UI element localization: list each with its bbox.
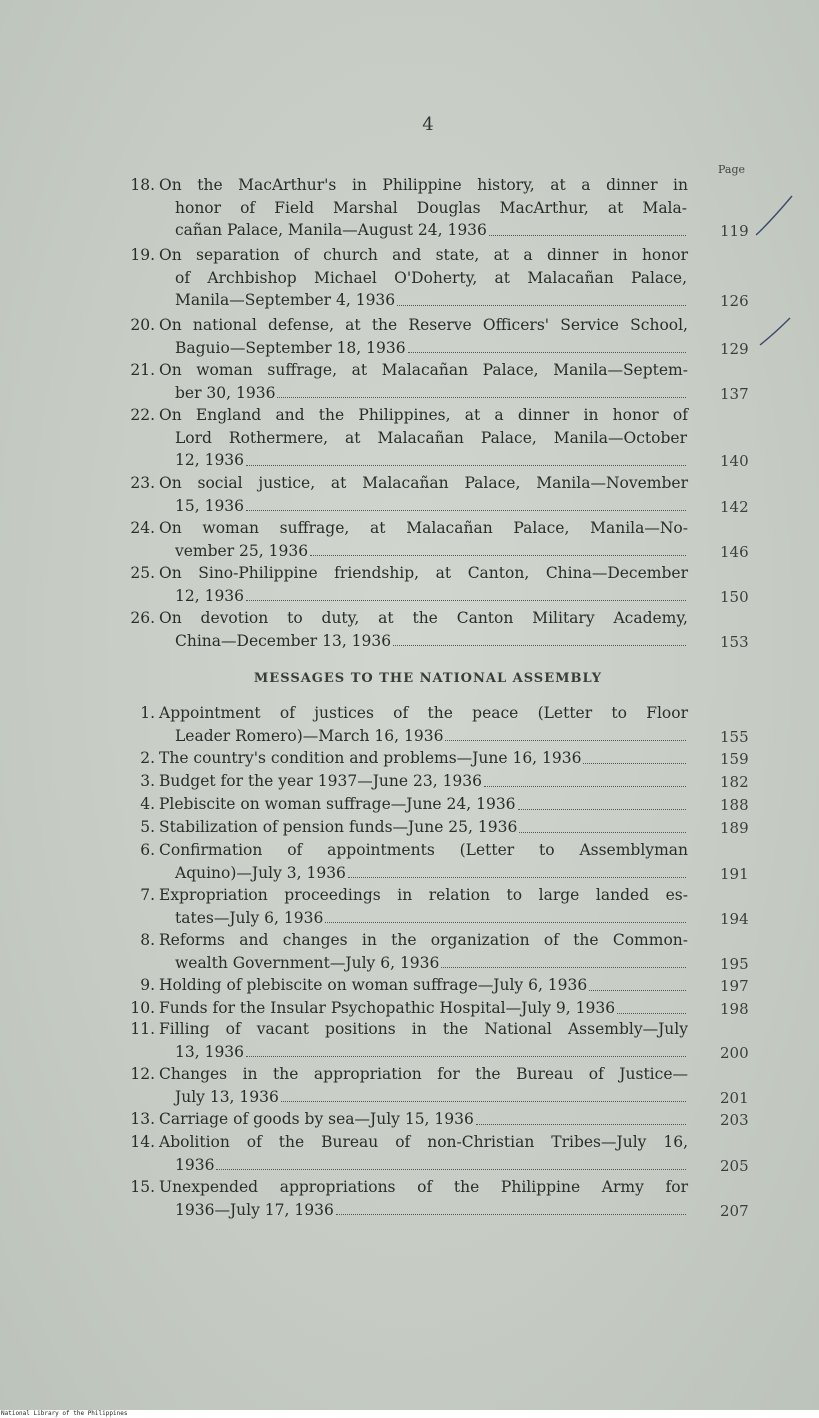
toc-entry-text: China—December 13, 1936 (175, 631, 392, 650)
toc-entry-text: On Sino-Philippine friendship, at Canton, China—December (159, 564, 688, 582)
toc-entry-line (118, 1108, 688, 1131)
dotted-leader (348, 877, 686, 878)
toc-entry-number: 4. (140, 795, 155, 813)
page-number: 4 (422, 114, 434, 135)
toc-entry (118, 1176, 688, 1221)
dotted-leader (246, 600, 686, 601)
toc-entry (118, 1131, 688, 1176)
dotted-leader (518, 809, 686, 810)
toc-entry-number: 15. (130, 1178, 155, 1196)
toc-entry-number: 22. (130, 406, 155, 424)
toc-entry-text: Expropriation proceedings in relation to large landed es- (159, 886, 688, 904)
toc-entry (118, 839, 688, 884)
toc-entry-number: 20. (130, 316, 155, 334)
toc-entry-text: On national defense, at the Reserve Officers' Service School, (159, 316, 688, 334)
toc-entry-number: 1. (140, 704, 155, 722)
toc-entry-line (118, 839, 688, 862)
toc-entry-text: wealth Government—July 6, 1936 (175, 953, 440, 972)
toc-entry-line (175, 427, 687, 450)
toc-entry-text: 12, 1936 (175, 451, 245, 469)
toc-entry-number: 8. (140, 931, 155, 949)
toc-page-number: 126 (720, 292, 749, 310)
dotted-leader (617, 1013, 686, 1014)
toc-entry (118, 472, 688, 517)
dotted-leader (441, 967, 686, 968)
toc-entry-text: On separation of church and state, at a dinner in honor (159, 246, 688, 264)
dotted-leader (277, 397, 686, 398)
toc-page-number: 198 (720, 1000, 749, 1018)
toc-entry (118, 929, 688, 974)
toc-entry-text: On England and the Philippines, at a dinner in honor of (159, 406, 688, 424)
toc-entry-text: Lord Rothermere, at Malacañan Palace, Manila—October (175, 428, 687, 447)
toc-page-number: 119 (720, 222, 749, 240)
toc-entry-text: Plebiscite on woman suffrage—June 24, 1936 (159, 795, 516, 813)
toc-entry-text: On the MacArthur's in Philippine history, at a dinner in (159, 176, 688, 194)
dotted-leader (310, 555, 686, 556)
toc-entry (118, 174, 688, 242)
toc-page-number: 191 (720, 864, 749, 883)
toc-entry-line (118, 974, 688, 997)
toc-entry-text: 15, 1936 (175, 496, 245, 515)
toc-page-number: 195 (720, 954, 749, 973)
toc-entry-line (175, 1199, 687, 1222)
toc-entry-text: ber 30, 1936 (175, 383, 276, 402)
toc-entry-text: 13, 1936 (175, 1042, 245, 1061)
toc-entry-line (118, 702, 688, 725)
toc-entry-text: Manila—September 4, 1936 (175, 291, 396, 309)
toc-entry-number: 10. (130, 999, 155, 1017)
toc-entry (118, 607, 688, 652)
dotted-leader (246, 465, 686, 466)
toc-entry-text: On devotion to duty, at the Canton Military Academy, (159, 609, 688, 627)
toc-page-number: 153 (720, 632, 749, 651)
toc-entry-line (118, 1176, 688, 1199)
toc-entry-line (175, 540, 687, 563)
toc-entry-text: Carriage of goods by sea—July 15, 1936 (159, 1110, 474, 1128)
toc-entry-line (175, 1086, 687, 1109)
dotted-leader (476, 1124, 686, 1125)
toc-page-number: 194 (720, 909, 749, 928)
toc-entry-text: On social justice, at Malacañan Palace, Manila—November (159, 474, 688, 492)
toc-page-number: 129 (720, 339, 749, 358)
toc-entry-number: 19. (130, 246, 155, 264)
toc-page-number: 197 (720, 977, 749, 995)
toc-entry-line (175, 449, 687, 472)
toc-entry (118, 793, 688, 816)
toc-entry-line (175, 952, 687, 975)
toc-entry-line (118, 770, 688, 793)
toc-entry (118, 562, 688, 607)
toc-entry-text: Changes in the appropriation for the Bureau of Justice— (159, 1065, 688, 1083)
toc-entry-line (118, 884, 688, 907)
dotted-leader (336, 1214, 686, 1215)
toc-entry-line (175, 1041, 687, 1064)
toc-entry-text: 1936 (175, 1155, 215, 1174)
page-column-label: Page (718, 163, 746, 176)
toc-page-number: 137 (720, 384, 749, 403)
toc-page-number: 142 (720, 497, 749, 516)
toc-entry (118, 517, 688, 562)
toc-entry (118, 359, 688, 404)
dotted-leader (393, 645, 686, 646)
toc-entry-text: Holding of plebiscite on woman suffrage—July 6, 1936 (159, 976, 588, 994)
footer-credit: National Library of the Philippines (1, 1410, 128, 1417)
toc-page-number: 189 (720, 819, 749, 837)
toc-entry-text: Leader Romero)—March 16, 1936 (175, 726, 444, 745)
toc-entry-number: 13. (130, 1110, 155, 1128)
toc-entry (118, 244, 688, 312)
toc-entry-line (118, 1063, 688, 1086)
toc-entry-text: tates—July 6, 1936 (175, 908, 324, 927)
toc-entry-line (118, 244, 688, 267)
toc-entry-number: 24. (130, 519, 155, 537)
toc-page-number: 150 (720, 587, 749, 606)
dotted-leader (589, 990, 686, 991)
toc-entry-line (175, 1154, 687, 1177)
toc-entry-text: 1936—July 17, 1936 (175, 1200, 334, 1219)
toc-entry-line (118, 314, 688, 337)
section-heading: MESSAGES TO THE NATIONAL ASSEMBLY (253, 671, 603, 686)
toc-entry-text: Baguio—September 18, 1936 (175, 338, 406, 357)
toc-entry-line (118, 404, 688, 427)
toc-entry (118, 404, 688, 472)
dotted-leader (397, 305, 686, 306)
toc-page-number: 155 (720, 727, 749, 746)
toc-page-number: 203 (720, 1111, 749, 1129)
toc-entry-text: 12, 1936 (175, 586, 245, 605)
toc-entry-number: 21. (130, 361, 155, 379)
toc-entry-line (175, 219, 687, 242)
toc-entry (118, 884, 688, 929)
toc-entry-text: Abolition of the Bureau of non-Christian Tribes—July 16, (159, 1133, 688, 1151)
toc-page-number: 207 (720, 1201, 749, 1220)
toc-entry-text: cañan Palace, Manila—August 24, 1936 (175, 221, 487, 239)
toc-entry (118, 770, 688, 793)
toc-entry-number: 26. (130, 609, 155, 627)
toc-entry-line (118, 747, 688, 770)
dotted-leader (246, 510, 686, 511)
toc-entry-line (175, 862, 687, 885)
dotted-leader (281, 1101, 686, 1102)
toc-entry-text: Stabilization of pension funds—June 25, 1936 (159, 818, 518, 836)
dotted-leader (484, 786, 686, 787)
toc-entry-line (118, 472, 688, 495)
toc-entry-text: Funds for the Insular Psychopathic Hospital—July 9, 1936 (159, 999, 616, 1017)
toc-entry-line (175, 907, 687, 930)
toc-entry-line (175, 585, 687, 608)
dotted-leader (445, 740, 686, 741)
toc-entry-number: 18. (130, 176, 155, 194)
toc-entry-line (118, 607, 688, 630)
toc-entry-number: 7. (140, 886, 155, 904)
toc-entry-text: The country's condition and problems—June 16, 1936 (159, 749, 582, 767)
toc-page-number: 159 (720, 750, 749, 768)
dotted-leader (519, 832, 686, 833)
toc-entry-text: On woman suffrage, at Malacañan Palace, Manila—Septem- (159, 361, 688, 379)
dotted-leader (489, 235, 686, 236)
toc-entry-line (175, 337, 687, 360)
toc-entry-line (118, 816, 688, 839)
toc-entry (118, 747, 688, 770)
toc-page-number: 200 (720, 1043, 749, 1062)
dotted-leader (408, 352, 686, 353)
toc-entry-line (175, 725, 687, 748)
toc-entry-line (118, 517, 688, 540)
toc-entry (118, 1063, 688, 1108)
toc-entry-text: On woman suffrage, at Malacañan Palace, Manila—No- (159, 519, 688, 537)
toc-entry-text: Filling of vacant positions in the National Assembly—July (159, 1020, 688, 1038)
toc-entry-text: Reforms and changes in the organization of the Common- (159, 931, 688, 949)
toc-entry-number: 23. (130, 474, 155, 492)
toc-entry-line (118, 1018, 688, 1041)
toc-entry-text: Aquino)—July 3, 1936 (175, 863, 346, 882)
dotted-leader (325, 922, 686, 923)
toc-entry-line (175, 197, 687, 220)
dotted-leader (246, 1056, 686, 1057)
toc-entry-number: 14. (130, 1133, 155, 1151)
toc-entry-text: Unexpended appropriations of the Philippine Army for (159, 1178, 688, 1196)
toc-page-number: 188 (720, 796, 749, 814)
toc-entry-line (118, 562, 688, 585)
dotted-leader (216, 1169, 686, 1170)
toc-entry-text: honor of Field Marshal Douglas MacArthur, at Mala- (175, 198, 687, 217)
toc-entry-text: Budget for the year 1937—June 23, 1936 (159, 772, 483, 790)
toc-entry-text: Confirmation of appointments (Letter to Assemblyman (159, 841, 688, 859)
toc-page-number: 140 (720, 452, 749, 470)
toc-page-number: 205 (720, 1156, 749, 1175)
toc-entry-line (175, 382, 687, 405)
toc-entry-line (175, 267, 687, 290)
toc-entry (118, 974, 688, 997)
toc-entry-line (175, 495, 687, 518)
toc-entry-number: 12. (130, 1065, 155, 1083)
toc-entry (118, 314, 688, 359)
toc-entry-number: 25. (130, 564, 155, 582)
toc-entry-number: 3. (140, 772, 155, 790)
toc-entry-number: 11. (130, 1020, 155, 1038)
toc-page-number: 146 (720, 542, 749, 561)
toc-entry-text: Appointment of justices of the peace (Letter to Floor (159, 704, 688, 722)
toc-page-number: 182 (720, 773, 749, 791)
toc-entry (118, 702, 688, 747)
toc-entry (118, 816, 688, 839)
toc-entry-line (175, 289, 687, 312)
toc-entry-text: of Archbishop Michael O'Doherty, at Malacañan Palace, (175, 268, 687, 287)
toc-entry-line (118, 793, 688, 816)
toc-entry-number: 2. (140, 749, 155, 767)
dotted-leader (583, 763, 686, 764)
toc-entry-number: 5. (140, 818, 155, 836)
toc-entry-line (118, 929, 688, 952)
toc-entry (118, 1018, 688, 1063)
toc-entry-line (118, 997, 688, 1020)
toc-entry-text: July 13, 1936 (175, 1087, 279, 1106)
toc-entry (118, 997, 688, 1020)
toc-entry-line (118, 359, 688, 382)
toc-entry-line (118, 1131, 688, 1154)
toc-entry-line (118, 174, 688, 197)
toc-entry-text: vember 25, 1936 (175, 541, 309, 560)
toc-entry-number: 9. (140, 976, 155, 994)
toc-entry-number: 6. (140, 841, 155, 859)
toc-entry-line (175, 630, 687, 653)
toc-entry (118, 1108, 688, 1131)
toc-page-number: 201 (720, 1088, 749, 1107)
